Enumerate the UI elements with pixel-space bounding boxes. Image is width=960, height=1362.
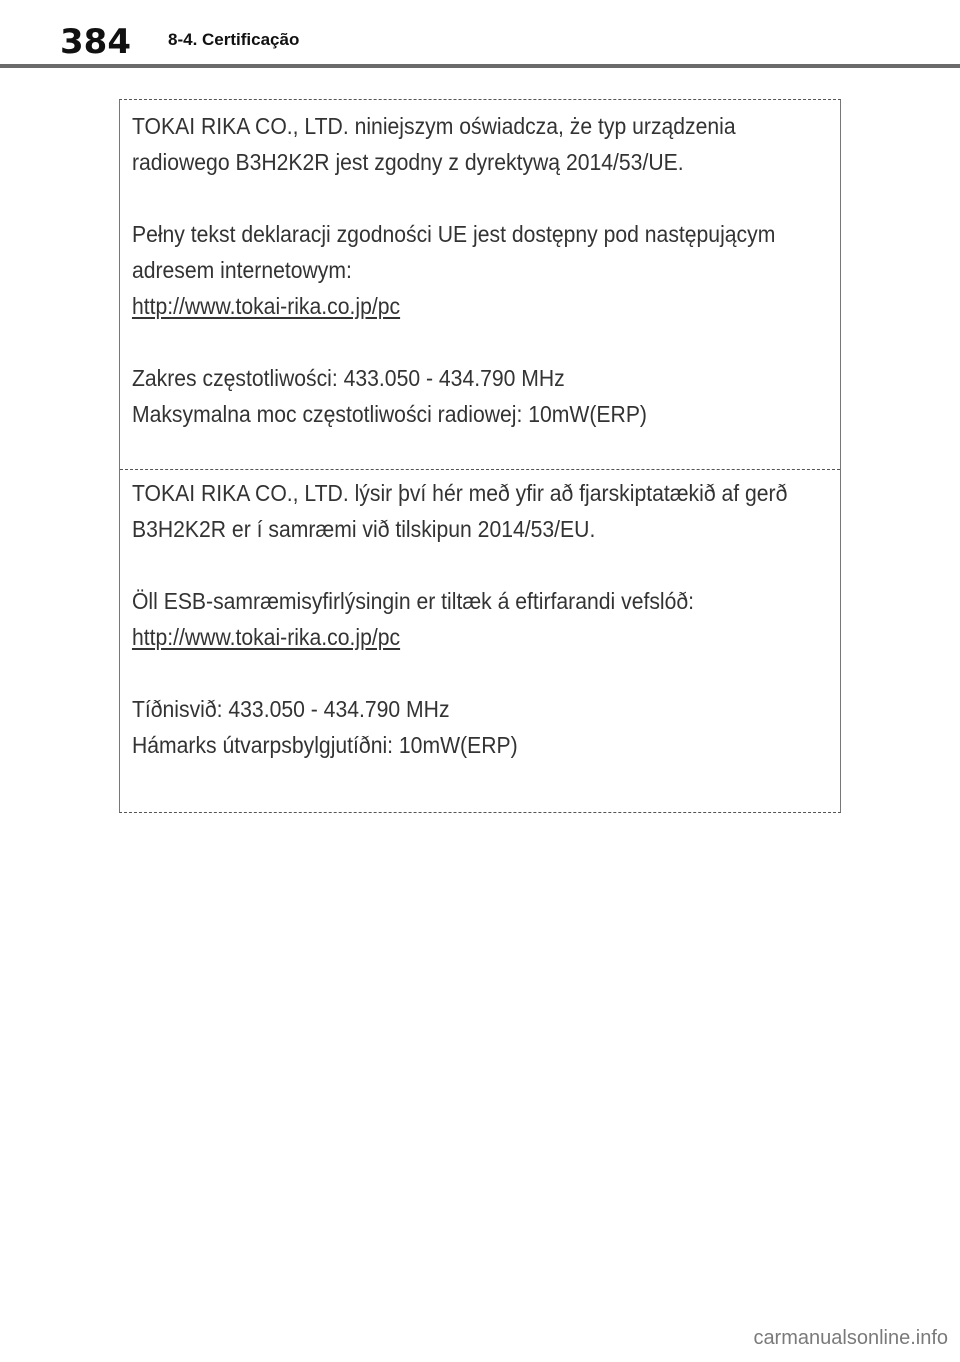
max-power-text: Maksymalna moc częstotliwości radiowej: 10mW(ERP) xyxy=(131,401,647,427)
page-number: 384 xyxy=(60,22,131,62)
section-title: 8-4. Certificação xyxy=(168,30,300,49)
cert-text-line: TOKAI RIKA CO., LTD. lýsir því hér með yfir að fjarskiptatækið af gerð xyxy=(131,480,788,506)
cert-text-line: Pełny tekst deklaracji zgodności UE jest dostępny pod następującym xyxy=(131,221,776,247)
cert-text-line: adresem internetowym: xyxy=(131,257,352,283)
watermark-text: carmanualsonline.info xyxy=(753,1327,948,1349)
frequency-range-text: Zakres częstotliwości: 433.050 - 434.790 MHz xyxy=(131,365,565,391)
paragraph-gap xyxy=(132,547,773,583)
certification-box xyxy=(119,99,841,813)
frequency-range-text: Tíðnisvið: 433.050 - 434.790 MHz xyxy=(131,696,450,722)
max-power-text: Hámarks útvarpsbylgjutíðni: 10mW(ERP) xyxy=(131,732,518,758)
cert-text-line: Öll ESB-samræmisyfirlýsingin er tiltæk á eftirfarandi vefslóð: xyxy=(131,588,695,614)
paragraph-gap xyxy=(132,180,773,216)
certificate-section-polish xyxy=(120,108,782,432)
declaration-url-link[interactable]: http://www.tokai-rika.co.jp/pc xyxy=(131,293,401,319)
header-divider xyxy=(0,64,960,68)
cert-text-line: B3H2K2R er í samræmi við tilskipun 2014/53/EU. xyxy=(131,516,596,542)
paragraph-gap xyxy=(132,324,773,360)
section-divider xyxy=(120,469,840,470)
cert-text-line: TOKAI RIKA CO., LTD. niniejszym oświadcza, że typ urządzenia xyxy=(131,113,736,139)
paragraph-gap xyxy=(132,655,773,691)
cert-text-line: radiowego B3H2K2R jest zgodny z dyrektywą 2014/53/UE. xyxy=(131,149,684,175)
page-header xyxy=(0,0,960,68)
declaration-url-link[interactable]: http://www.tokai-rika.co.jp/pc xyxy=(131,624,401,650)
certificate-section-icelandic xyxy=(120,475,788,763)
